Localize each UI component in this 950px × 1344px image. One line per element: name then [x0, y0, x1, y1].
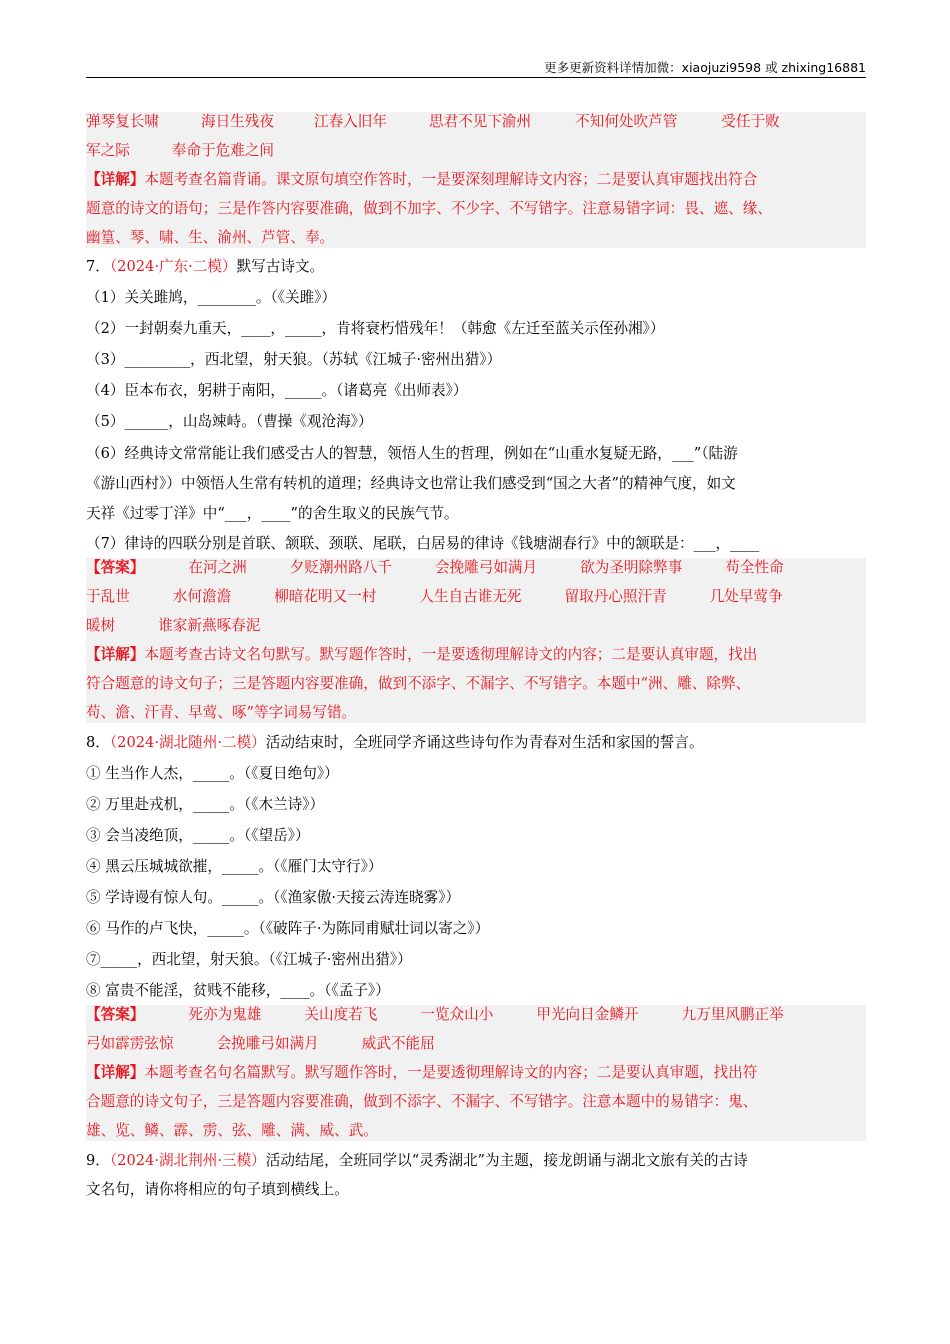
answer-text: 奉命于危难之间	[171, 142, 274, 159]
question-number: 8．	[86, 734, 110, 751]
q7-item-5: （5）______，山岛竦峙。（曹操《观沧海》）	[86, 413, 373, 430]
answer-text: 弓如霹雳弦惊	[86, 1035, 174, 1052]
answer-text: 军之际	[86, 142, 130, 159]
q7-item-3: （3）_________，西北望，射天狼。（苏轼《江城子·密州出猎》）	[86, 351, 502, 368]
q8-item-1: ① 生当作人杰，_____。（《夏日绝句》）	[86, 765, 339, 782]
answer-text: 会挽雕弓如满月	[434, 559, 538, 576]
q8-detail-line-1	[86, 1063, 866, 1083]
answer-text: 死亦为鬼雄	[188, 1006, 262, 1023]
answer-label: 【答案】	[86, 1006, 145, 1023]
document-body	[86, 112, 866, 1211]
detail-label: 【详解】	[86, 646, 145, 663]
q8-answer-block	[86, 1005, 866, 1141]
prev-detail-line-2: 题意的诗文的语句；三是作答内容要准确，做到不加字、不少字、不写错字。注意易错字词：畏、遮、缘、	[86, 200, 772, 217]
q7-item-6-line-2: 《游山西村》）中领悟人生常有转机的道理；经典诗文也常让我们感受到“国之大者”的精神气度，如文	[86, 475, 736, 492]
detail-text: 本题考查名篇背诵。课文原句填空作答时，一是要深刻理解诗文内容；二是要认真审题找出符合	[144, 171, 758, 188]
question-prompt: 默写古诗文。	[236, 258, 325, 275]
question-number: 7．	[86, 258, 110, 275]
answer-text: 受任于败	[721, 113, 780, 130]
question-prompt: 活动结束时，全班同学齐诵这些诗句作为青春对生活和家国的誓言。	[265, 734, 704, 751]
question-source: （2024·湖北随州·二模）	[109, 734, 266, 751]
q8-answers-line-2	[86, 1034, 866, 1054]
q7-item-6-line-3: 天祥《过零丁洋》中“___，____”的舍生取义的民族气节。	[86, 505, 459, 522]
q7-item-2: （2）一封朝奏九重天，____，_____，肯将衰朽惜残年！（韩愈《左迁至蓝关示侄孙湘》）	[86, 320, 665, 337]
q9-prompt-line-2: 文名句，请你将相应的句子填到横线上。	[86, 1181, 349, 1198]
q8-item-6: ⑥ 马作的卢飞快，_____。（《破阵子·为陈同甫赋壮词以寄之》）	[86, 920, 490, 937]
prev-detail-line-3: 幽篁、琴、啸、生、渝州、芦管、奉。	[86, 229, 335, 246]
answer-text: 夕贬潮州路八千	[289, 559, 392, 576]
prev-answers-line-1	[86, 112, 866, 132]
detail-label: 【详解】	[86, 1064, 145, 1081]
q8-item-5: ⑤ 学诗谩有惊人句。_____。（《渔家傲·天接云涛连晓雾》）	[86, 889, 461, 906]
answer-text: 苟全性命	[725, 559, 784, 576]
detail-text: 本题考查古诗文名句默写。默写题作答时，一是要透彻理解诗文的内容；二是要认真审题，找出	[144, 646, 758, 663]
q8-item-4: ④ 黑云压城城欲摧，_____。（《雁门太守行》）	[86, 858, 383, 875]
q7-item-6-line-1: （6）经典诗文常常能让我们感受古人的智慧，领悟人生的哲理，例如在“山重水复疑无路，___”（陆游	[86, 445, 738, 462]
q7-detail-line-1	[86, 645, 866, 665]
q8-detail-line-3: 雄、览、鳞、霹、雳、弦、雕、满、威、武。	[86, 1122, 378, 1139]
q7-answers-line-1	[86, 558, 866, 578]
answer-text: 江春入旧年	[313, 113, 387, 130]
q8-item-8: ⑧ 富贵不能淫，贫贱不能移，____。（《孟子》）	[86, 982, 390, 999]
answer-text: 弹琴复长啸	[86, 113, 159, 130]
q8-item-2: ② 万里赴戎机，_____。（《木兰诗》）	[86, 796, 325, 813]
q7-item-4: （4）臣本布衣，躬耕于南阳，_____。（诸葛亮《出师表》）	[86, 382, 468, 399]
question-source: （2024·湖北荆州·三模）	[109, 1152, 266, 1169]
q7-detail-line-2: 符合题意的诗文句子；三是答题内容要准确，做到不添字、不漏字、不写错字。本题中“洲、雕、除弊、	[86, 675, 751, 692]
answer-text: 留取丹心照汗青	[564, 588, 667, 605]
answer-text: 人生自古谁无死	[419, 588, 522, 605]
question-number: 9．	[86, 1152, 110, 1169]
prev-answer-block	[86, 112, 866, 248]
q9-heading	[86, 1151, 866, 1171]
answer-text: 在河之洲	[188, 559, 247, 576]
q8-heading	[86, 733, 866, 753]
answer-text: 水何澹澹	[172, 588, 232, 605]
answer-text: 谁家新燕啄春泥	[158, 617, 261, 634]
q7-item-7: （7）律诗的四联分别是首联、颔联、颈联、尾联，白居易的律诗《钱塘湖春行》中的颔联是：___，____	[86, 535, 760, 552]
answer-text: 柳暗花明又一村	[274, 588, 377, 605]
detail-label: 【详解】	[86, 171, 145, 188]
answer-text: 欲为圣明除弊事	[580, 559, 683, 576]
q7-detail-line-3: 苟、澹、汗青、早莺、啄”等字词易写错。	[86, 704, 357, 721]
prev-answers-line-2	[86, 141, 866, 161]
header-divider	[86, 77, 866, 78]
answer-label: 【答案】	[86, 559, 145, 576]
q8-answers-line-1	[86, 1005, 866, 1025]
prev-detail-line-1	[86, 170, 866, 190]
answer-text: 几处早莺争	[709, 588, 783, 605]
answer-text: 威武不能屈	[361, 1035, 435, 1052]
answer-text: 甲光向日金鳞开	[536, 1006, 639, 1023]
answer-text: 一览众山小	[420, 1006, 494, 1023]
q7-answers-line-2	[86, 587, 866, 607]
answer-text: 九万里风鹏正举	[681, 1006, 784, 1023]
answer-text: 暖树	[86, 617, 116, 634]
answer-text: 关山度若飞	[304, 1006, 378, 1023]
q7-answer-block	[86, 558, 866, 723]
detail-text: 本题考查名句名篇默写。默写题作答时，一是要透彻理解诗文的内容；二是要认真审题，找出符	[144, 1064, 758, 1081]
q8-item-3: ③ 会当凌绝顶，_____。（《望岳》）	[86, 827, 310, 844]
q8-detail-line-2: 合题意的诗文句子，三是答题内容要准确，做到不添字、不漏字、不写错字。注意本题中的易错字：鬼、	[86, 1093, 758, 1110]
page-header: 更多更新资料详情加微：xiaojuzi9598 或 zhixing16881	[544, 60, 866, 75]
answer-text: 于乱世	[86, 588, 130, 605]
q8-item-7: ⑦_____，西北望，射天狼。（《江城子·密州出猎》）	[86, 951, 412, 968]
question-source: （2024·广东·二模）	[109, 258, 237, 275]
q7-heading	[86, 257, 866, 277]
q7-item-1: （1）关关雎鸠，________。（《关雎》）	[86, 289, 337, 306]
answer-text: 海日生残夜	[200, 113, 274, 130]
answer-text: 不知何处吹芦管	[575, 113, 678, 130]
q7-answers-line-3	[86, 616, 866, 636]
question-prompt: 活动结尾，全班同学以“灵秀湖北”为主题，接龙朗诵与湖北文旅有关的古诗	[265, 1152, 748, 1169]
answer-text: 思君不见下渝州	[428, 113, 532, 130]
answer-text: 会挽雕弓如满月	[216, 1035, 319, 1052]
